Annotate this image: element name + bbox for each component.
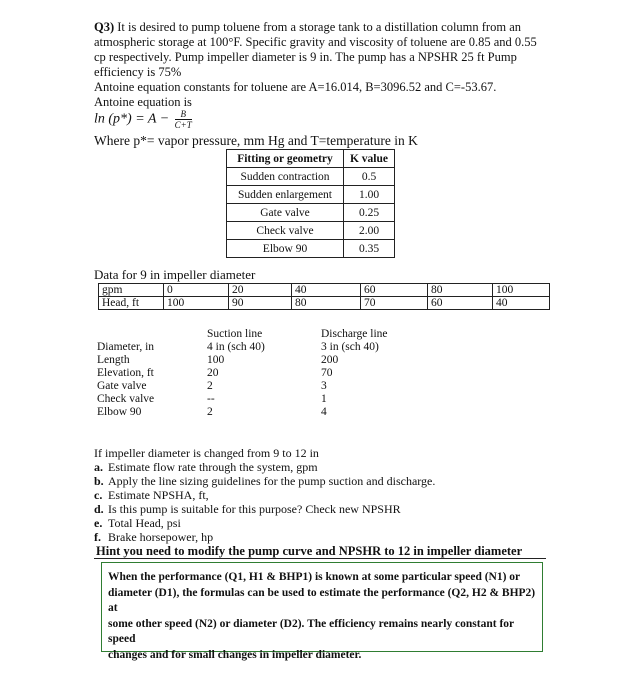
table-cell: 70 bbox=[361, 297, 428, 310]
task-list bbox=[94, 446, 435, 544]
hint-text: Hint you need to modify the pump curve and NPSHR to 12 in impeller diameter bbox=[96, 544, 523, 558]
table-row bbox=[227, 168, 395, 186]
table-cell: 2.00 bbox=[344, 222, 395, 240]
task-label: d. bbox=[94, 502, 104, 516]
table-cell: Elbow 90 bbox=[97, 406, 142, 418]
line-data-table bbox=[97, 328, 421, 419]
k-value-table bbox=[226, 149, 395, 258]
task-label: f. bbox=[94, 530, 101, 544]
table-cell: 2 bbox=[207, 406, 213, 418]
table-cell: 0.35 bbox=[344, 240, 395, 258]
task-intro: If impeller diameter is changed from 9 to 12 in bbox=[94, 446, 319, 460]
table-cell: Length bbox=[97, 354, 130, 366]
table-cell: 3 in (sch 40) bbox=[321, 341, 379, 353]
question-paragraph bbox=[94, 20, 544, 110]
table-cell: 100 bbox=[164, 297, 229, 310]
impeller-title: Data for 9 in impeller diameter bbox=[94, 267, 256, 282]
note-line: When the performance (Q1, H1 & BHP1) is known at some particular speed (N1) or bbox=[108, 571, 521, 583]
list-item bbox=[94, 488, 435, 502]
table-header: Fitting or geometry bbox=[227, 150, 344, 168]
note-line: changes and for small changes in impeller diameter. bbox=[108, 648, 362, 661]
table-cell: 60 bbox=[428, 297, 493, 310]
table-header: Discharge line bbox=[321, 328, 388, 340]
table-cell: 3 bbox=[321, 380, 327, 392]
paragraph-line: Q3) It is desired to pump toluene from a storage tank to a distillation column from an bbox=[94, 20, 521, 34]
paragraph-line: Antoine equation is bbox=[94, 95, 192, 109]
list-item bbox=[94, 516, 435, 530]
table-cell: 0.5 bbox=[344, 168, 395, 186]
table-cell: 4 in (sch 40) bbox=[207, 341, 265, 353]
table-cell: Gate valve bbox=[97, 380, 147, 392]
table-cell: 4 bbox=[321, 406, 327, 418]
impeller-table bbox=[98, 283, 550, 310]
table-cell: 80 bbox=[428, 284, 493, 297]
table-cell: 20 bbox=[207, 367, 219, 379]
table-row bbox=[99, 284, 550, 297]
table-cell: Check valve bbox=[227, 222, 344, 240]
table-cell: Elevation, ft bbox=[97, 367, 154, 379]
task-text: Brake horsepower, hp bbox=[108, 530, 214, 544]
task-label: c. bbox=[94, 488, 103, 502]
table-row bbox=[97, 393, 421, 406]
table-cell: 1 bbox=[321, 393, 327, 405]
table-cell: Check valve bbox=[97, 393, 155, 405]
where-line: Where p*= vapor pressure, mm Hg and T=temperature in K bbox=[94, 133, 418, 148]
task-text: Total Head, psi bbox=[108, 516, 181, 530]
list-item bbox=[94, 474, 435, 488]
antoine-formula bbox=[94, 109, 192, 130]
paragraph-line: cp respectively. Pump impeller diameter is 9 in. The pump has a NPSHR 25 ft Pump bbox=[94, 50, 517, 64]
table-cell: 80 bbox=[292, 297, 361, 310]
table-cell: Diameter, in bbox=[97, 341, 155, 353]
table-row bbox=[99, 297, 550, 310]
table-cell: 0.25 bbox=[344, 204, 395, 222]
table-cell: 2 bbox=[207, 380, 213, 392]
table-header-row bbox=[227, 150, 395, 168]
table-row bbox=[227, 204, 395, 222]
task-text: Estimate NPSHA, ft, bbox=[108, 488, 209, 502]
note-line: some other speed (N2) or diameter (D2). The efficiency remains nearly constant for speed bbox=[108, 617, 514, 645]
table-cell: Sudden contraction bbox=[227, 168, 344, 186]
table-row bbox=[227, 240, 395, 258]
table-row bbox=[227, 186, 395, 204]
table-cell: 60 bbox=[361, 284, 428, 297]
table-row bbox=[97, 341, 421, 354]
table-cell: -- bbox=[207, 393, 215, 405]
task-label: a. bbox=[94, 460, 103, 474]
table-header: K value bbox=[344, 150, 395, 168]
list-item bbox=[94, 460, 435, 474]
paragraph-line: efficiency is 75% bbox=[94, 65, 182, 79]
table-cell: Head, ft bbox=[99, 297, 164, 310]
table-row bbox=[97, 354, 421, 367]
task-label: e. bbox=[94, 516, 103, 530]
table-row bbox=[97, 406, 421, 419]
paragraph-line: Antoine equation constants for toluene are A=16.014, B=3096.52 and C=-53.67. bbox=[94, 80, 497, 94]
table-header-row bbox=[97, 328, 421, 341]
note-line: diameter (D1), the formulas can be used to estimate the performance (Q2, H2 & BHP2) at bbox=[108, 586, 536, 614]
table-cell: Elbow 90 bbox=[227, 240, 344, 258]
table-cell: 40 bbox=[493, 297, 550, 310]
task-text: Is this pump is suitable for this purpose? Check new NPSHR bbox=[108, 502, 401, 516]
list-item bbox=[94, 530, 435, 544]
table-cell: gpm bbox=[99, 284, 164, 297]
hint-divider bbox=[94, 558, 546, 559]
formula-numerator: B bbox=[175, 109, 192, 120]
table-cell bbox=[97, 328, 207, 341]
task-text: Apply the line sizing guidelines for the pump suction and discharge. bbox=[108, 474, 436, 488]
table-row bbox=[97, 367, 421, 380]
table-cell: 200 bbox=[321, 354, 339, 366]
table-cell: 100 bbox=[207, 354, 225, 366]
table-cell: 40 bbox=[292, 284, 361, 297]
table-header: Suction line bbox=[207, 328, 263, 340]
formula-lhs: ln (p*) = A − bbox=[94, 111, 170, 127]
formula-denominator: C+T bbox=[174, 120, 192, 130]
table-cell: 1.00 bbox=[344, 186, 395, 204]
table-cell: Gate valve bbox=[227, 204, 344, 222]
paragraph-line: atmospheric storage at 100°F. Specific gravity and viscosity of toluene are 0.85 and 0.55 bbox=[94, 35, 537, 49]
formula-fraction bbox=[175, 109, 192, 130]
table-row bbox=[97, 380, 421, 393]
note-text bbox=[108, 570, 540, 663]
table-cell: 100 bbox=[493, 284, 550, 297]
table-cell: 20 bbox=[229, 284, 292, 297]
table-cell: Sudden enlargement bbox=[227, 186, 344, 204]
list-item bbox=[94, 502, 435, 516]
table-cell: 0 bbox=[164, 284, 229, 297]
task-text: Estimate flow rate through the system, gpm bbox=[108, 460, 318, 474]
table-cell: 90 bbox=[229, 297, 292, 310]
table-cell: 70 bbox=[321, 367, 333, 379]
table-row bbox=[227, 222, 395, 240]
task-label: b. bbox=[94, 474, 104, 488]
